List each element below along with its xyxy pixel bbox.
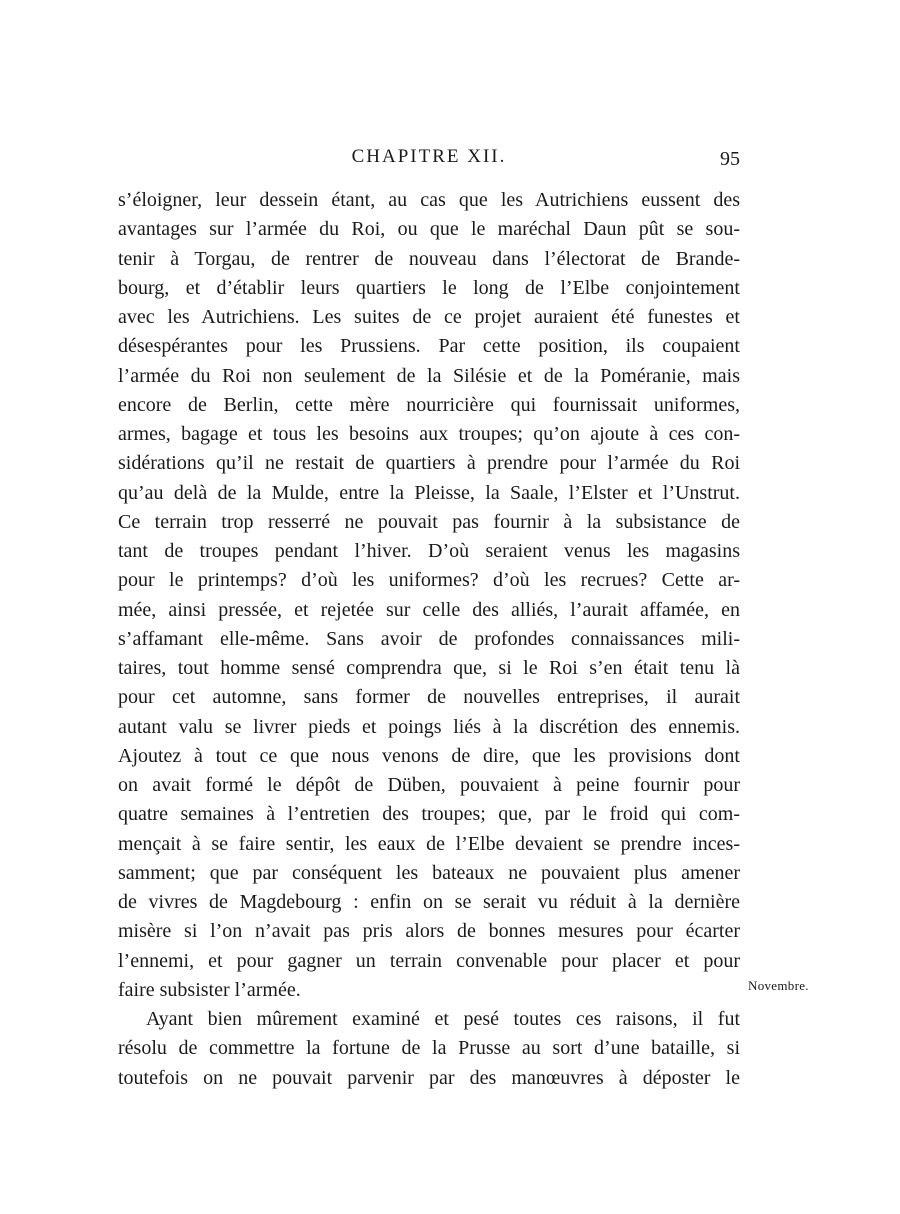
text-line: on avait formé le dépôt de Düben, pouvaient à peine fournir pour	[118, 774, 740, 796]
text-line: pour le printemps? d’où les uniformes? d’où les recrues? Cette ar-	[118, 569, 740, 592]
text-line: Ce terrain trop resserré ne pouvait pas fournir à la subsistance de	[118, 510, 740, 533]
text-line: samment; que par conséquent les bateaux ne pouvaient plus amener	[118, 861, 740, 884]
text-line: sidérations qu’il ne restait de quartiers à prendre pour l’armée du Roi	[118, 452, 740, 475]
text-line: Ajoutez à tout ce que nous venons de dire, que les provisions dont	[118, 744, 740, 767]
text-line: avantages sur l’armée du Roi, ou que le maréchal Daun pût se sou-	[118, 218, 740, 241]
text-line: quatre semaines à l’entretien des troupes; que, par le froid qui com-	[118, 803, 740, 826]
text-line: l’ennemi, et pour gagner un terrain convenable pour placer et pour	[118, 949, 740, 972]
text-line: mée, ainsi pressée, et rejetée sur celle des alliés, l’aurait affamée, en	[118, 598, 740, 621]
text-line: s’éloigner, leur dessein étant, au cas que les Autrichiens eussent des	[118, 189, 740, 211]
text-line: avec les Autrichiens. Les suites de ce projet auraient été funestes et	[118, 306, 740, 328]
margin-note: Novembre.	[748, 978, 809, 993]
page-header	[118, 146, 740, 176]
text-line: misère si l’on n’avait pas pris alors de bonnes mesures pour écarter	[118, 920, 740, 943]
text-line: de vivres de Magdebourg : enfin on se serait vu réduit à la dernière	[118, 891, 740, 913]
text-line: s’affamant elle-même. Sans avoir de profondes connaissances mili-	[118, 627, 740, 650]
page-number: 95	[720, 148, 740, 170]
text-line: toutefois on ne pouvait parvenir par des manœuvres à déposter le	[118, 1066, 740, 1089]
body-text	[118, 186, 740, 1093]
text-line: bourg, et d’établir leurs quartiers le long de l’Elbe conjointement	[118, 276, 740, 299]
text-line: armes, bagage et tous les besoins aux troupes; qu’on ajoute à ces con-	[118, 423, 740, 445]
text-line: désespérantes pour les Prussiens. Par cette position, ils coupaient	[118, 335, 740, 358]
text-line: résolu de commettre la fortune de la Prusse au sort d’une bataille, si	[118, 1037, 740, 1060]
text-line: taires, tout homme sensé comprendra que, si le Roi s’en était tenu là	[118, 657, 740, 679]
text-line: tant de troupes pendant l’hiver. D’où seraient venus les magasins	[118, 540, 740, 562]
running-head: CHAPITRE XII.	[351, 146, 507, 167]
paragraph-last-line: faire subsister l’armée.	[118, 978, 301, 1001]
text-line: encore de Berlin, cette mère nourricière qui fournissait uniformes,	[118, 393, 740, 416]
text-line: mençait à se faire sentir, les eaux de l’Elbe devaient se prendre inces-	[118, 832, 740, 855]
text-line: pour cet automne, sans former de nouvelles entreprises, il aurait	[118, 686, 740, 709]
paragraph-first-line: Ayant bien mûrement examiné et pesé toutes ces raisons, il fut	[146, 1008, 740, 1030]
text-line: qu’au delà de la Mulde, entre la Pleisse, la Saale, l’Elster et l’Unstrut.	[118, 481, 740, 504]
text-line: tenir à Torgau, de rentrer de nouveau dans l’électorat de Brande-	[118, 247, 740, 270]
text-line: autant valu se livrer pieds et poings liés à la discrétion des ennemis.	[118, 715, 740, 738]
text-line: l’armée du Roi non seulement de la Silésie et de la Poméranie, mais	[118, 364, 740, 387]
